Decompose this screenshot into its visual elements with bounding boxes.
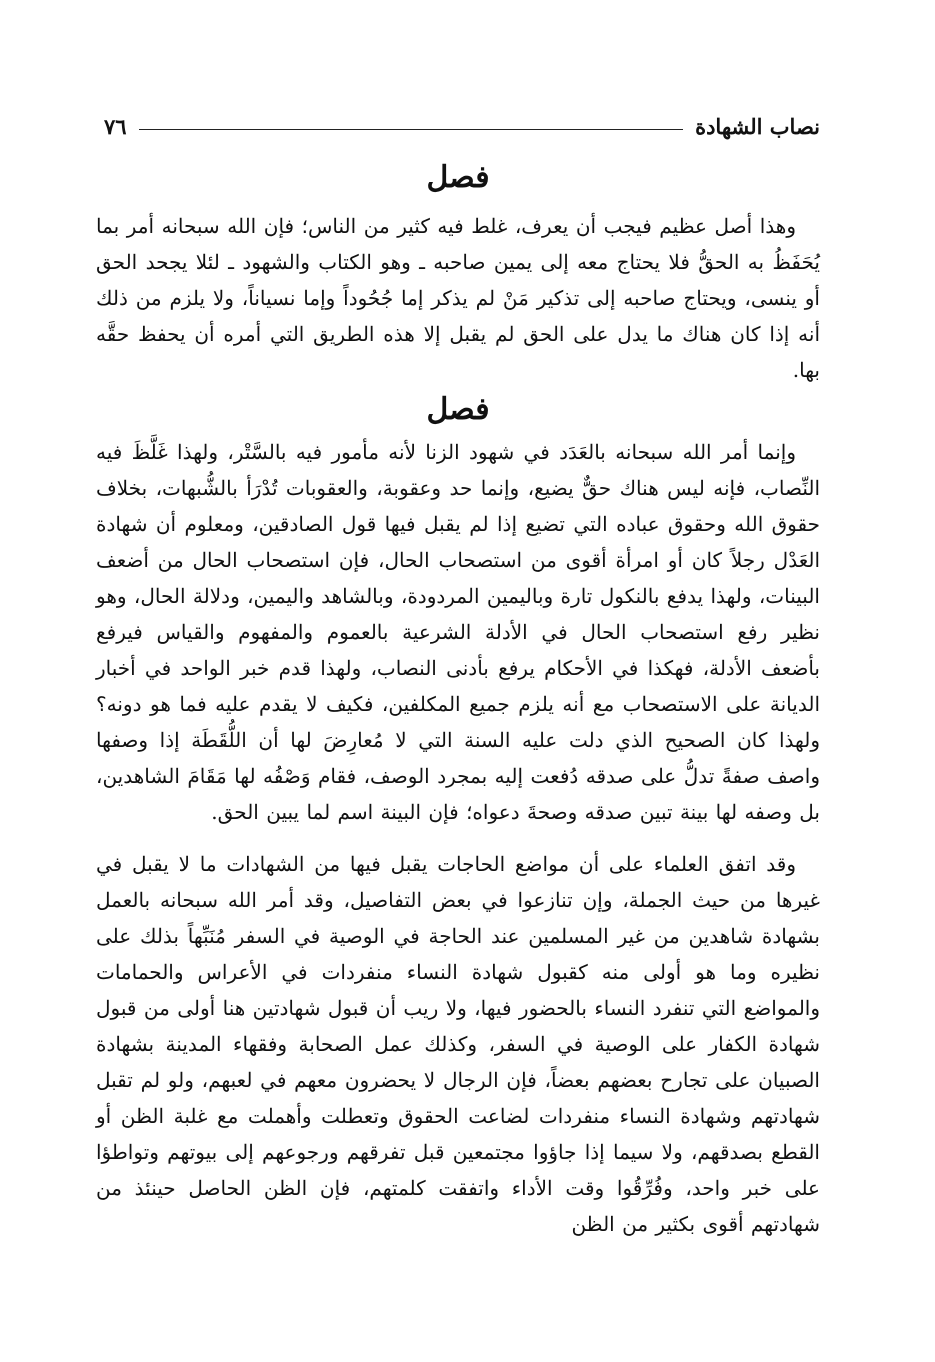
section-heading: فصل	[426, 160, 490, 195]
paragraph: وقد اتفق العلماء على أن مواضع الحاجات يقبل فيها من الشهادات ما لا يقبل في غيرها من حيث الجملة، وإن تنازعوا في بعض التفاصيل، وقد أمر الله سبحانه بالعمل بشهادة شاهدين من غير المسلمين عند الحاجة في الوصية في السفر مُنَبِّهاً بذلك على نظيره وما هو أولى منه كقبول شهادة النساء منفردات في الأعراس والحمامات والمواضع التي تنفرد النساء بالحضور فيها، ولا ريب أن قبول شهادتين هنا أولى من قبول شهادة الكفار على الوصية في السفر، وكذلك عمل الصحابة وفقهاء المدينة بشهادة الصبيان على تجارح بعضهم بعضاً، فإن الرجال لا يحضرون معهم في لعبهم، ولو لم تقبل شهادتهم وشهادة النساء منفردات لضاعت الحقوق وتعطلت وأهملت مع غلبة الظن أو القطع بصدقهم، ولا سيما إذا جاؤوا مجتمعين قبل تفرقهم ورجوعهم إلى بيوتهم وتواطؤا على خبر واحد، وفُرِّقُوا وقت الأداء واتفقت كلمتهم، فإن الظن الحاصل حينئذ من شهادتهم أقوى بكثير من الظن	[96, 852, 820, 1236]
section-2	[96, 390, 820, 1242]
paragraph: وإنما أمر الله سبحانه بالعَدَد في شهود الزنا لأنه مأمور فيه بالسَّتْر، ولهذا غَلَّظَ فيه النِّصاب، فإنه ليس هناك حقٌّ يضيع، وإنما حد وعقوبة، والعقوبات تُدْرَأ بالشُّبهات، بخلاف حقوق الله وحقوق عباده التي تضيع إذا لم يقبل فيها قول الصادقين، ومعلوم أن شهادة العَدْل رجلاً كان أو امرأة أقوى من استصحاب الحال، فإن استصحاب الحال من أضعف البينات، ولهذا يدفع بالنكول تارة وباليمين المردودة، وبالشاهد واليمين، ودلالة الحال، وهو نظير رفع استصحاب الحال في الأدلة الشرعية بالعموم والمفهوم والقياس فيرفع بأضعف الأدلة، فهكذا في الأحكام يرفع بأدنى النصاب، ولهذا قدم خبر الواحد في أخبار الديانة على الاستصحاب مع أنه يلزم جميع المكلفين، فكيف لا يقدم عليه فما هو دونه؟ ولهذا كان الصحيح الذي دلت عليه السنة التي لا مُعارِضَ لها أن اللُّقَطَة إذا وصفها واصف صفةً تدلُّ على صدقه دُفعت إليه بمجرد الوصف، فقام وَصْفُه لها مَقَامَ الشاهدين، بل وصفه لها بينة تبين صدقه وصحةَ دعواه؛ فإن البينة اسم لما يبين الحق.	[96, 440, 820, 824]
running-title: نصاب الشهادة	[695, 113, 820, 139]
paragraph: وهذا أصل عظيم فيجب أن يعرف، غلط فيه كثير من الناس؛ فإن الله سبحانه أمر بما يُحَفَظُ به الحقُّ فلا يحتاج معه إلى يمين صاحبه ـ وهو الكتاب والشهود ـ لئلا يجحد الحق أو ينسى، ويحتاج صاحبه إلى تذكير مَنْ لم يذكر إما جُحُوداً وإما نسياناً، ولا يلزم من ذلك أنه إذا كان هناك ما يدل على الحق لم يقبل إلا هذه الطريق التي أمره أن يحفظ حقَّه بها.	[96, 214, 820, 382]
header-rule	[139, 129, 684, 130]
page-number: ٧٦	[104, 113, 127, 139]
section-1	[96, 158, 820, 388]
section-heading: فصل	[426, 392, 490, 427]
running-header	[104, 108, 820, 144]
